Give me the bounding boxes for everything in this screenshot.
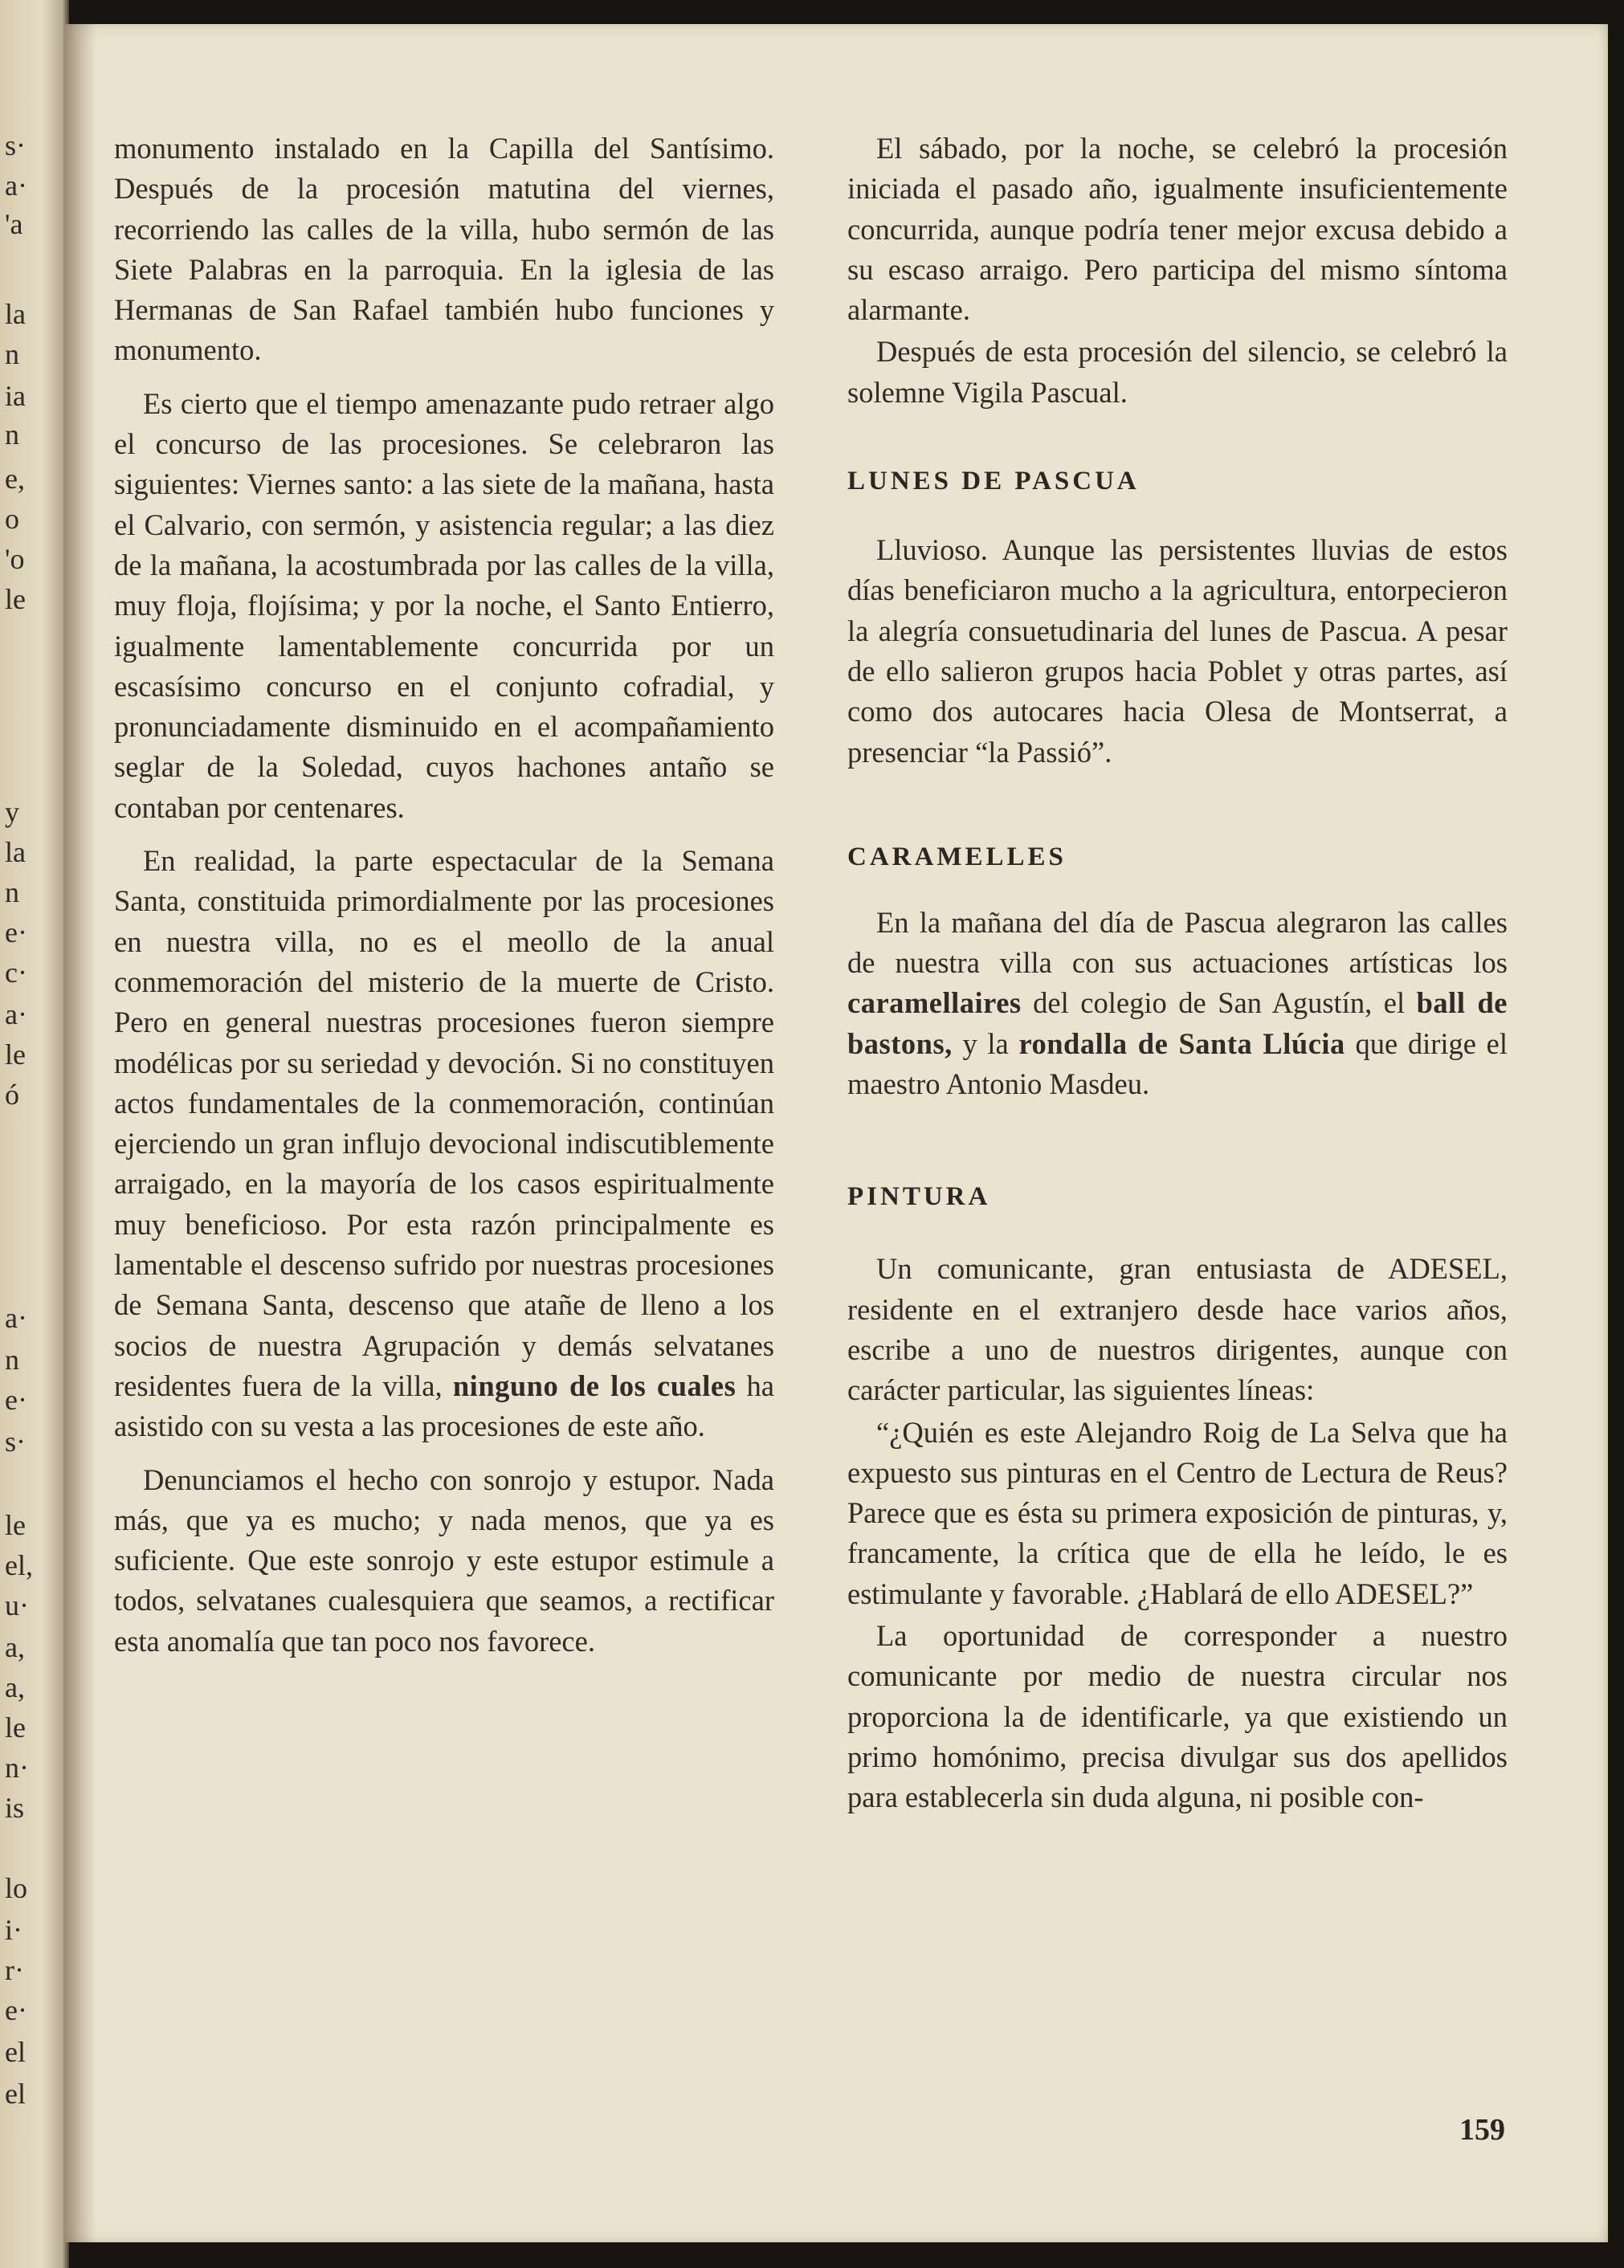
previous-page-fragment: r· <box>5 1954 24 1986</box>
previous-page-fragment: le <box>5 1509 26 1541</box>
previous-page-fragment: lo <box>5 1872 28 1904</box>
previous-page-fragment: a· <box>5 998 27 1030</box>
previous-page-fragment: n <box>5 876 19 908</box>
left-paragraph-4: Denunciamos el hecho con sonrojo y estupor. Nada más, que ya es mucho; y nada menos, que ya es suficiente. Que este sonrojo y este estupor estimule a todos, selvatanes cualesquiera que seamos, a rectificar esta anomalía que tan poco nos favorece. <box>114 1462 774 1658</box>
left-paragraph-2: Es cierto que el tiempo amenazante pudo retraer algo el concurso de las procesiones. Se celebraron las siguientes: Viernes santo: a las siete de la mañana, hasta el Calvario, con sermón, y asistencia regular; a las diez de la mañana, la acostumbrada por las calles de la villa, muy floja, flojísima; y por la noche, el Santo Entierro, igualmente lamentablemente concurrida por un escasísimo concurso en el conjunto cofradial, y pronunciadamente disminuido en el acompañamiento seglar de la Soledad, cuyos hachones antaño se contaban por centenares. <box>114 386 774 824</box>
left-paragraph-1: monumento instalado en la Capilla del Santísimo. Después de la procesión matutina del viernes, recorriendo las calles de la villa, hubo sermón de las Siete Palabras en la parroquia. En la iglesia de las Hermanas de San Rafael también hubo funciones y monumento. <box>114 132 774 367</box>
previous-page-fragment: is <box>5 1792 25 1824</box>
previous-page-fragment: a, <box>5 1631 25 1663</box>
bold-ball-de-bastons: ball de bastons, <box>847 986 1508 1060</box>
previous-page-fragment: ó <box>5 1079 19 1111</box>
previous-page-fragment: el <box>5 2078 26 2110</box>
previous-page-fragment: c· <box>5 957 27 989</box>
previous-page-fragment: e· <box>5 916 27 948</box>
bold-phrase: ninguno de los cuales <box>452 1369 737 1402</box>
previous-page-fragment: e· <box>5 1384 27 1416</box>
left-paragraph-3: En realidad, la parte espectacular de la Semana Santa, constituida primordialmente por las procesiones en nuestra villa, no es el meollo de la anual conmemoración del misterio de la muerte de Cristo. Pero en general nuestras procesiones fueron siempre modélicas por su seriedad y devoción. Si no constituyen actos fundamentales de la conmemoración, continúan ejerciendo un gran influjo devocional indiscutiblemente arraigado, en la mayoría de los casos espiritualmente muy beneficioso. Por esta razón principalmente es lamentable el descenso sufrido por nuestras procesiones de Semana Santa, descenso que atañe de lleno a los socios de nuestra Agrupación y demás selvatanes residentes fuera de la villa, ninguno de los cuales ha asistido con su vesta a las procesiones de este año. <box>114 844 774 1443</box>
previous-page-fragment: u· <box>5 1589 29 1621</box>
magazine-page <box>64 24 1608 2242</box>
previous-page-fragment: i· <box>5 1914 22 1946</box>
right-paragraph-1: El sábado, por la noche, se celebró la procesión iniciada el pasado año, igualmente insuficientemente concurrida, aunque podría tener mejor excusa debido a su escaso arraigo. Pero participa del mismo síntoma alarmante. <box>847 132 1508 327</box>
right-paragraph-2: Después de esta procesión del silencio, se celebró la solemne Vigila Pascual. <box>847 335 1508 409</box>
previous-page-fragment: a· <box>5 1302 27 1334</box>
previous-page-fragment: o <box>5 503 19 535</box>
right-column <box>847 128 1508 1818</box>
previous-page-fragment: a, <box>5 1671 25 1703</box>
right-paragraph-6: “¿Quién es este Alejandro Roig de La Selva que ha expuesto sus pinturas en el Centro de Lectura de Reus? Parece que es ésta su primera exposición de pinturas, y, francamente, la crítica que de ella he leído, le es estimulante y favorable. ¿Hablará de ello ADESEL?” <box>847 1415 1508 1610</box>
previous-page-fragment: el, <box>5 1549 33 1581</box>
right-paragraph-3: Lluvioso. Aunque las persistentes lluvias de estos días beneficiaron mucho a la agricultura, entorpecieron la alegría consuetudinaria del lunes de Pascua. A pesar de ello salieron grupos hacia Poblet y otras partes, así como dos autocares hacia Olesa de Montserrat, a presenciar “la Passió”. <box>847 533 1508 769</box>
left-column <box>114 128 774 1662</box>
previous-page-fragment: 'a <box>5 208 23 240</box>
previous-page-fragment: la <box>5 298 26 330</box>
previous-page-fragment: y <box>5 796 19 828</box>
previous-page-fragment: s· <box>5 129 26 161</box>
previous-page-fragment: le <box>5 583 26 615</box>
previous-page-fragment: n <box>5 418 19 451</box>
previous-page-fragment: la <box>5 836 26 868</box>
bold-caramellaires: caramellaires <box>847 986 1022 1020</box>
right-paragraph-4: En la mañana del día de Pascua alegraron las calles de nuestra villa con sus actuaciones artísticas los caramellaires del colegio de San Agustín, el ball de bastons, y la rondalla de Santa Llúcia que dirige el maestro Antonio Masdeu. <box>847 905 1508 1101</box>
heading-pintura: PINTURA <box>847 1182 991 1212</box>
bold-rondalla: rondalla de Santa Llúcia <box>1018 1026 1345 1060</box>
page-number: 159 <box>1459 2113 1505 2147</box>
spine-shadow <box>64 24 96 2242</box>
previous-page-fragment: le <box>5 1711 26 1744</box>
previous-page-fragment: le <box>5 1038 26 1071</box>
previous-page-fragment: a· <box>5 169 27 202</box>
previous-page-fragment: n <box>5 338 19 370</box>
previous-page-fragment: n <box>5 1344 19 1376</box>
previous-page-fragment: ia <box>5 380 26 412</box>
previous-page-fragment: e· <box>5 1994 27 2026</box>
right-paragraph-5: Un comunicante, gran entusiasta de ADESEL, residente en el extranjero desde hace varios años, escribe a uno de nuestros dirigentes, aunque con carácter particular, las siguientes líneas: <box>847 1252 1508 1407</box>
previous-page-edge <box>0 0 69 2268</box>
previous-page-fragment: el <box>5 2036 26 2068</box>
previous-page-fragment: 'o <box>5 543 25 575</box>
heading-caramelles: CARAMELLES <box>847 842 1067 871</box>
previous-page-fragment: e, <box>5 463 25 495</box>
previous-page-fragment: n· <box>5 1752 29 1784</box>
right-paragraph-7: La oportunidad de corresponder a nuestro comunicante por medio de nuestra circular nos proporciona la de identificarle, ya que existiendo un primo homónimo, precisa divulgar sus dos apellidos para establecerla sin duda alguna, ni posible con- <box>847 1619 1508 1814</box>
heading-lunes-de-pascua: LUNES DE PASCUA <box>847 467 1140 496</box>
previous-page-fragment: s· <box>5 1426 26 1458</box>
